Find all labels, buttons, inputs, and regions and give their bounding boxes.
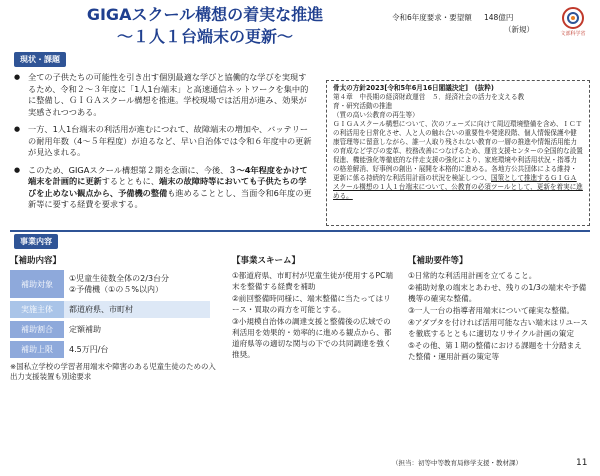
current-heading: 現状・課題 — [14, 52, 66, 67]
list-item: ②補助対象の端末とあわせ、残りの1/3の端末や予備機等の確実な整備。 — [408, 283, 587, 303]
subsidy-note: ※国私立学校の学習者用端末や障害のある児童生徒のための入出力支援装置も別途要求 — [10, 362, 216, 381]
mext-logo-icon — [561, 6, 585, 30]
current-bullets — [14, 72, 314, 217]
subsidy-heading: 【補助内容】 — [10, 256, 62, 266]
list-item: ②前回整備時同様に、端末整備に当たってはリース・買取の両方を可能とする。 — [232, 294, 391, 314]
bullet3-post: も進めることとし、当面令和6年度の更新等に要する経費を要求する。 — [28, 187, 312, 209]
title-line1: GIGAスクール構想の着実な推進 — [86, 5, 324, 24]
row-key: 実施主体 — [10, 301, 64, 318]
table-row — [10, 341, 210, 358]
subsidy-column — [10, 254, 224, 382]
budget-kind: （新規） — [504, 25, 534, 34]
policy-line: （質の高い公教育の再生等） — [333, 111, 419, 119]
row-key: 補助割合 — [10, 321, 64, 338]
page-title — [0, 4, 410, 48]
title-line2: ～１人１台端末の更新～ — [116, 27, 293, 46]
budget-block — [392, 12, 534, 34]
policy-body-text: ＧＩＧＡスクール構想について、次のフェーズに向けて周辺環境整備を含め、ＩＣＴの利活用を日常化させ、人と人の触れ合いの重要性や発達段階、個人情報保護や健康管理等に留意しながら、誰一人取り残されない教育の一層の推進や情報活用能力の育成など学びの変革、校務改善につなげるため、運営支援センターの全国的な設置促進、機能強化等徹底的な伴走支援の強化により、家庭環境や利活用状況・指導力の格差解消、好事例の創出・展開を本格的に進める。各地方公共団体による維持・更新に係る持続的な利活用計画の状況を検証しつつ、 — [333, 120, 583, 182]
row-value-line: ①児童生徒数全体の2/3台分 — [69, 274, 170, 283]
scheme-column — [232, 254, 396, 361]
requirements-heading: 【補助要件等】 — [408, 256, 468, 266]
table-row — [10, 321, 210, 338]
bullet3-mid: するとともに、 — [101, 176, 160, 186]
list-item: ③一人一台の指導者用端末について確実な整備。 — [408, 306, 575, 315]
row-value-line: ②予備機（①の５%以内） — [69, 285, 163, 294]
scheme-heading: 【事業スキーム】 — [232, 256, 301, 266]
bullet-item: ● 全ての子供たちの可能性を引き出す個別最適な学びと協働的な学びを実現するため、令和２～３年度に「1人1台端末」と高速通信ネットワークを集中的に整備し、ＧＩＧＡスクール構想を推進。学校現場では活用が進み、効果が実感されつつある。 — [14, 72, 314, 118]
policy-line: 育・研究活動の推進 — [333, 102, 393, 110]
row-value: 4.5万円/台 — [69, 345, 109, 354]
list-item: ①日常的な利活用計画を立てること。 — [408, 271, 537, 280]
list-item: ①都道府県、市町村が児童生徒が使用するPC端末を整備する経費を補助 — [232, 271, 393, 291]
content-heading: 事業内容 — [14, 234, 58, 249]
section-divider — [10, 230, 590, 232]
row-key: 補助対象 — [10, 270, 64, 298]
mext-logo-text: 文部科学省 — [560, 31, 586, 37]
policy-body — [333, 120, 583, 201]
bullet3-em2: 端末の故障時等においても子供たちの学びを止めない観点から、予備機の整備 — [28, 176, 307, 198]
policy-line: 第４章 中長期の経済財政運営 ５．経済社会の活力を支える教 — [333, 93, 525, 101]
table-row — [10, 270, 210, 298]
row-value — [64, 270, 210, 298]
bullet-item — [14, 165, 314, 211]
row-value: 都道府県、市町村 — [64, 301, 210, 318]
bullet3-pre: このため、GIGAスクール構想第２期を念頭に、今後、 — [28, 164, 229, 175]
requirements-column — [408, 254, 588, 363]
requirements-list — [408, 270, 588, 362]
row-value: 定額補助 — [69, 325, 101, 334]
page-number: 11 — [576, 458, 588, 468]
bullet-item: ● 一方、1人1台端末の利活用が進むにつれて、故障端末の増加や、バッテリーの耐用年数（4～５年程度）が迫るなど、早い自治体では令和６年度中の更新が見込まれる。 — [14, 124, 314, 159]
scheme-list — [232, 270, 396, 360]
budget-request-label: 令和6年度要求・要望額 — [392, 13, 472, 22]
table-row — [10, 301, 210, 318]
subsidy-table — [10, 270, 210, 358]
budget-amount: 148億円 — [484, 13, 514, 22]
bullet3-em1: ３～4年程度をかけて端末を計画的に更新 — [28, 164, 308, 186]
footer-charge: （担当：初等中等教育局修学支援・教材課） — [392, 459, 522, 467]
policy-box — [326, 80, 590, 226]
mext-logo — [555, 6, 591, 37]
list-item: ④アダプタを付ければ活用可能な古い端末はリユースを徹底するとともに適切なリサイクル計画の策定 — [408, 318, 588, 338]
list-item: ⑤その他、第１期の整備における課題を十分踏まえた整備・運用計画の策定等 — [408, 341, 582, 361]
policy-body-underline: 国策として推進するＧＩＧＡスクール構想の１人１台端末について、公教育の必須ツールとして、更新を着実に進める。 — [333, 174, 583, 200]
list-item: ③小規模自治体の調達支援と整備後の広域での利活用を効果的・効率的に進める観点から、都道府県等の適切な関与の下での共同調達を強く推奨。 — [232, 317, 392, 359]
row-key: 補助上限 — [10, 341, 64, 358]
policy-heading: 骨太の方針2023[令和5年6月16日閣議決定] (抜粋) — [333, 84, 494, 92]
